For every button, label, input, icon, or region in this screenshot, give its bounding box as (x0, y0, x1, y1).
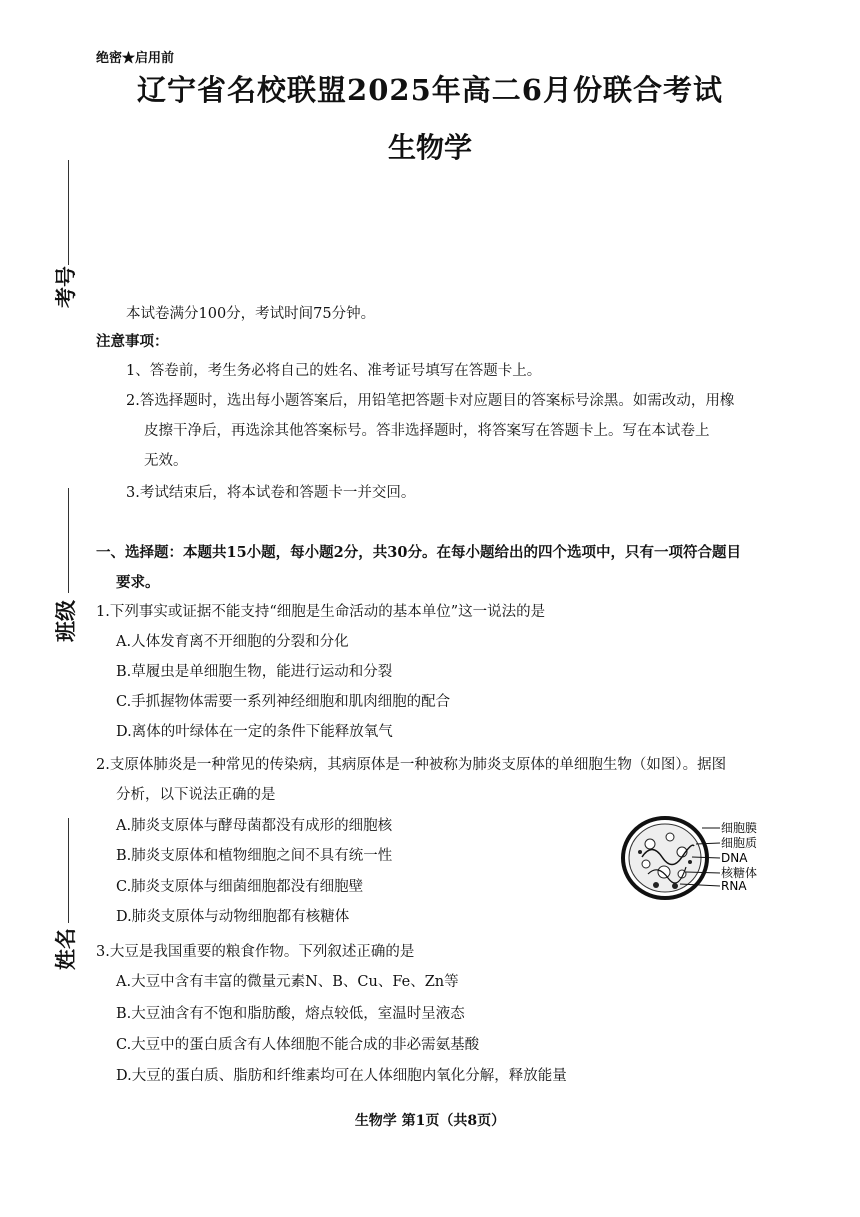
question-option: A.肺炎支原体与酵母菌都没有成形的细胞核 (116, 818, 393, 834)
cell-illustration (620, 812, 775, 902)
page-footer: 生物学 第1页（共8页） (354, 1113, 506, 1129)
class-label: 班级 (53, 600, 78, 642)
exam-title: 辽宁省名校联盟2025年高二6月份联合考试 (137, 73, 723, 107)
mycoplasma-diagram (620, 812, 775, 902)
question-stem: 2.支原体肺炎是一种常见的传染病，其病原体是一种被称为肺炎支原体的单细胞生物（如图）。据图 (96, 757, 727, 773)
class-line (68, 488, 69, 593)
confidential-label: 绝密★启用前 (96, 51, 175, 66)
diagram-label-ribosome: 核糖体 (721, 866, 758, 880)
question-option: B.肺炎支原体和植物细胞之间不具有统一性 (116, 848, 393, 864)
notice-title: 注意事项： (96, 333, 169, 350)
question-option: C.大豆中的蛋白质含有人体细胞不能合成的非必需氨基酸 (116, 1037, 480, 1053)
score-time-text: 本试卷满分100分，考试时间75分钟。 (126, 306, 376, 322)
notice-item: 3.考试结束后，将本试卷和答题卡一并交回。 (126, 485, 416, 501)
question-option: B.大豆油含有不饱和脂肪酸，熔点较低，室温时呈液态 (116, 1006, 465, 1022)
diagram-label-cytoplasm: 细胞质 (721, 836, 758, 850)
exam-no-line (68, 160, 69, 265)
notice-item: 皮擦干净后，再选涂其他答案标号。答非选择题时，将答案写在答题卡上。写在本试卷上 (144, 423, 710, 439)
question-option: D.离体的叶绿体在一定的条件下能释放氧气 (116, 724, 393, 740)
question-option: D.大豆的蛋白质、脂肪和纤维素均可在人体细胞内氧化分解，释放能量 (116, 1068, 567, 1084)
name-label: 姓名 (53, 928, 78, 970)
question-stem: 3.大豆是我国重要的粮食作物。下列叙述正确的是 (96, 944, 415, 960)
exam-no-label: 考号 (53, 266, 78, 308)
question-stem-cont: 分析，以下说法正确的是 (116, 787, 276, 803)
name-line (68, 818, 69, 923)
diagram-label-membrane: 细胞膜 (721, 821, 758, 835)
question-option: A.大豆中含有丰富的微量元素N、B、Cu、Fe、Zn等 (116, 974, 459, 990)
notice-item: 无效。 (144, 453, 188, 469)
section-heading: 一、选择题：本题共15小题，每小题2分，共30分。在每小题给出的四个选项中，只有一项符合题目 (96, 544, 741, 561)
diagram-label-rna: RNA (721, 879, 747, 893)
section-heading-cont: 要求。 (116, 574, 160, 591)
question-option: B.草履虫是单细胞生物，能进行运动和分裂 (116, 664, 393, 680)
question-option: D.肺炎支原体与动物细胞都有核糖体 (116, 909, 350, 925)
question-option: A.人体发育离不开细胞的分裂和分化 (116, 634, 349, 650)
question-option: C.手抓握物体需要一系列神经细胞和肌肉细胞的配合 (116, 694, 451, 710)
notice-item: 2.答选择题时，选出每小题答案后，用铅笔把答题卡对应题目的答案标号涂黑。如需改动，用橡 (126, 393, 735, 409)
diagram-label-dna: DNA (721, 851, 748, 865)
question-stem: 1.下列事实或证据不能支持“细胞是生命活动的基本单位”这一说法的是 (96, 604, 546, 620)
question-option: C.肺炎支原体与细菌细胞都没有细胞壁 (116, 879, 364, 895)
notice-item: 1、答卷前，考生务必将自己的姓名、准考证号填写在答题卡上。 (126, 363, 542, 379)
subject-title: 生物学 (387, 131, 472, 164)
